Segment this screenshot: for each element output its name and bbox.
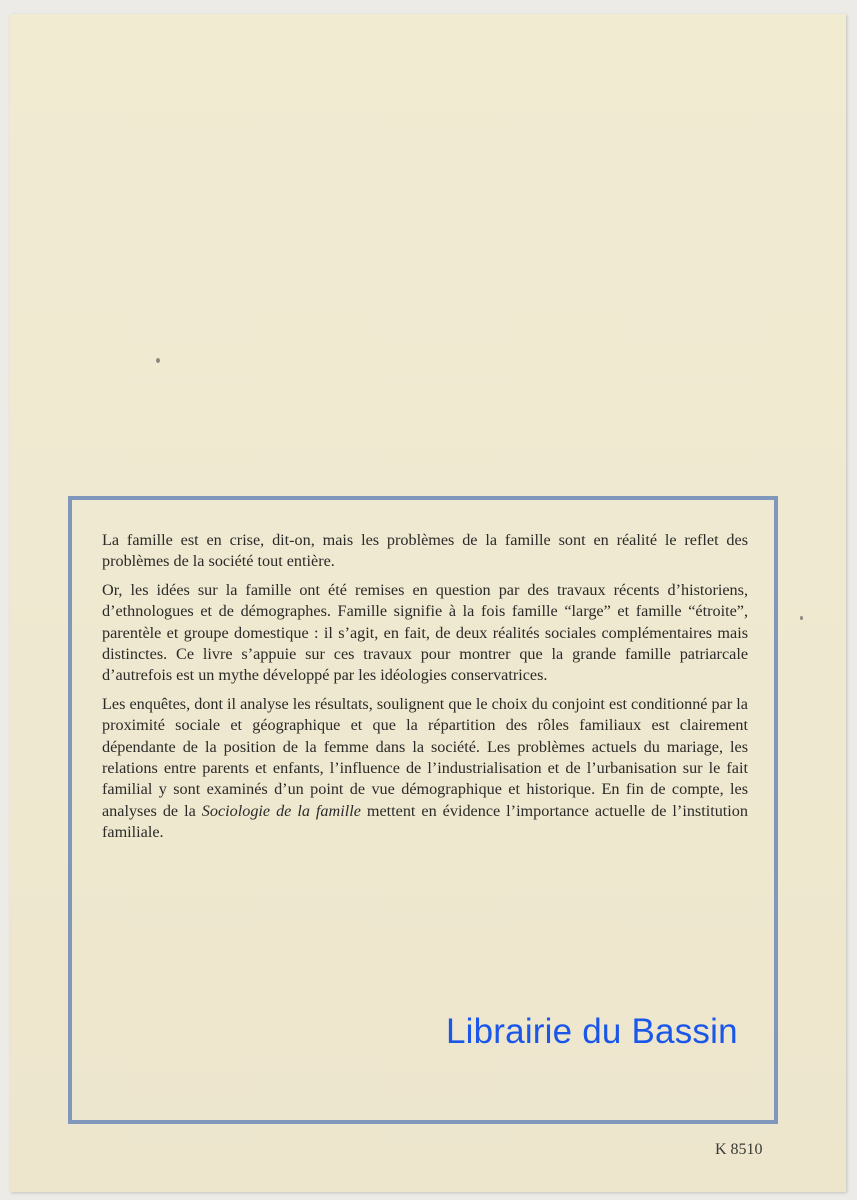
paragraph-3-text-start: Les enquêtes, dont il analyse les résultats, soulignent que le choix du conjoint est conditionné par la proximité sociale et géographique et que la répartition des rôles familiaux est clairement dépendante de la position de la femme dans la société. Les problèmes actuels du mariage, les relations entre parents et enfants, l’influence de l’industrialisation et de l’urbanisation sur le fait familial y sont examinés d’un point de vue démographique et historique. En fin de compte, les analyses de la [102, 694, 748, 820]
paper-speck [800, 616, 803, 620]
description-paragraph-2: Or, les idées sur la famille ont été remises en question par des travaux récents d’historiens, d’ethnologues et de démographes. Famille signifie à la fois famille “large” et famille “étroite”, parentèle et groupe domestique : il s’agit, en fait, de deux réalités sociales complémentaires mais distinctes. Ce livre s’appuie sur ces travaux pour montrer que la grande famille patriarcale d’autrefois est un mythe développé par les idéologies conservatrices. [102, 580, 748, 685]
paragraph-3-text-end: mettent en évidence l’importance actuelle de l’institution familiale. [102, 801, 748, 842]
description-paragraph-3 [102, 694, 748, 844]
book-back-cover [10, 14, 846, 1192]
description-paragraph-1: La famille est en crise, dit-on, mais les problèmes de la famille sont en réalité le reflet des problèmes de la société tout entière. [102, 531, 748, 571]
book-title-italic: Sociologie de la famille [201, 801, 361, 820]
paper-speck [156, 358, 160, 363]
catalog-code: K 8510 [715, 1141, 763, 1158]
description-text [102, 530, 748, 851]
bookshop-watermark: Librairie du Bassin [446, 1012, 738, 1051]
